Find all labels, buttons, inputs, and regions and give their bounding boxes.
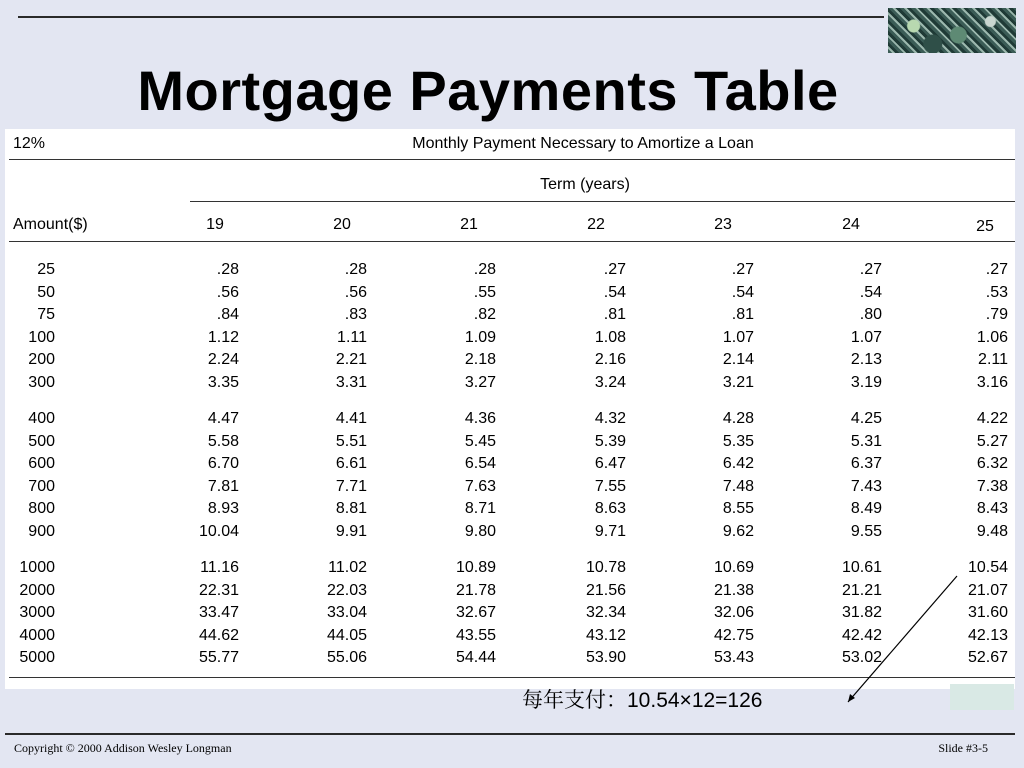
payment-cell: .54 [859, 283, 882, 301]
payment-cell: 3.35 [207, 373, 239, 391]
payment-cell: 10.04 [198, 522, 239, 540]
payment-cell: 9.48 [976, 522, 1008, 540]
amount-cell: 5000 [19, 649, 55, 666]
payment-cell: .84 [216, 306, 239, 323]
payment-cell: 1.09 [464, 328, 496, 346]
term-header-22: 22 [587, 216, 605, 233]
payment-cell: 4.22 [976, 410, 1008, 427]
amount-cell: 3000 [19, 604, 55, 621]
payment-cell: 7.63 [464, 477, 496, 495]
payment-cell: 21.38 [713, 581, 754, 599]
payment-cell: .82 [473, 306, 496, 323]
payment-cell: 4.47 [207, 410, 239, 427]
payment-cell: 3.19 [850, 373, 882, 391]
copyright-text: Copyright © 2000 Addison Wesley Longman [14, 741, 232, 755]
payment-cell: 7.38 [976, 477, 1008, 495]
payment-cell: 7.48 [722, 477, 754, 495]
payment-cell: 10.69 [713, 559, 754, 576]
payment-cell: 32.06 [713, 604, 754, 621]
amount-cell: 25 [37, 261, 55, 278]
payment-cell: .79 [985, 306, 1008, 323]
interest-rate-label: 12% [13, 135, 46, 152]
payment-cell: .28 [216, 261, 239, 278]
payment-cell: 5.45 [464, 432, 496, 450]
payment-cell: .81 [731, 306, 754, 323]
amount-cell: 600 [28, 455, 55, 472]
payment-cell: 33.47 [198, 604, 239, 621]
payment-cell: .81 [603, 306, 626, 323]
payment-cell: .56 [216, 283, 239, 301]
payment-cell: 6.61 [335, 455, 367, 472]
payment-cell: 10.78 [585, 559, 626, 576]
payment-cell: .54 [731, 283, 754, 301]
payment-cell: 5.27 [976, 432, 1008, 450]
term-header-23: 23 [714, 216, 732, 233]
payment-cell: 31.60 [967, 604, 1008, 621]
payment-cell: 8.71 [464, 500, 496, 517]
payment-cell: 52.67 [967, 649, 1008, 666]
payment-cell: 31.82 [841, 604, 882, 621]
payment-cell: 11.02 [328, 559, 367, 576]
payment-cell: 43.12 [585, 626, 626, 644]
payment-cell: 4.28 [722, 410, 754, 427]
payment-cell: 2.14 [722, 351, 754, 368]
payment-cell: 7.43 [850, 477, 882, 495]
amount-cell: 1000 [19, 559, 55, 576]
payment-cell: 9.62 [722, 522, 754, 540]
payment-cell: 1.07 [850, 328, 882, 346]
payment-cell: 10.54 [967, 559, 1008, 576]
slide-number: Slide #3-5 [938, 741, 988, 755]
payment-cell: 21.56 [585, 581, 626, 599]
payment-cell: 3.16 [976, 373, 1008, 391]
payment-cell: 3.31 [335, 373, 367, 391]
slide-title: Mortgage Payments Table [137, 59, 839, 122]
payment-cell: 44.62 [198, 626, 239, 644]
payment-cell: 3.27 [464, 373, 496, 391]
payment-cell: 9.80 [464, 522, 496, 540]
payment-cell: 43.55 [455, 626, 496, 644]
payment-cell: 1.12 [207, 328, 239, 346]
amount-cell: 75 [37, 306, 55, 323]
payment-cell: 3.24 [594, 373, 626, 391]
payment-cell: 8.81 [335, 500, 367, 517]
payment-cell: 6.70 [207, 455, 239, 472]
payment-cell: 6.47 [594, 455, 626, 472]
payment-cell: 9.71 [594, 522, 626, 540]
payment-cell: 32.67 [455, 604, 496, 621]
payment-cell: .28 [473, 261, 496, 278]
payment-cell: 7.81 [207, 477, 239, 495]
term-header-25: 25 [976, 218, 994, 235]
bottom-rule [5, 733, 1015, 735]
payment-cell: .27 [859, 261, 882, 278]
payment-cell: 2.11 [978, 351, 1008, 368]
payment-cell: 2.13 [850, 351, 882, 368]
payment-cell: 3.21 [722, 373, 754, 391]
amount-cell: 900 [28, 522, 55, 540]
payment-cell: 53.90 [585, 649, 626, 666]
payment-cell: 55.06 [326, 649, 367, 666]
payment-cell: 6.32 [976, 455, 1008, 472]
payment-cell: 42.75 [713, 626, 754, 644]
payment-cell: 2.18 [464, 351, 496, 368]
payment-cell: 42.13 [967, 626, 1008, 644]
payment-cell: 2.21 [335, 351, 367, 368]
amount-cell: 300 [28, 373, 55, 391]
payment-cell: 8.63 [594, 500, 626, 517]
payment-cell: .55 [473, 283, 496, 301]
payment-cell: 55.77 [198, 649, 239, 666]
payment-cell: 4.41 [335, 410, 367, 427]
payment-cell: 21.21 [841, 581, 882, 599]
amount-header: Amount($) [13, 216, 88, 233]
term-header-20: 20 [333, 216, 351, 233]
payment-cell: 21.78 [455, 581, 496, 599]
amount-cell: 700 [28, 477, 55, 495]
payment-cell: .27 [731, 261, 754, 278]
payment-cell: 6.37 [850, 455, 882, 472]
amount-cell: 4000 [19, 626, 55, 644]
payment-cell: 2.16 [594, 351, 626, 368]
amount-cell: 2000 [19, 581, 55, 599]
payment-cell: 22.03 [326, 581, 367, 599]
term-header-19: 19 [206, 216, 224, 233]
payment-cell: 9.55 [850, 522, 882, 540]
payment-cell: 5.51 [335, 432, 367, 450]
arrow-line [848, 576, 957, 702]
payment-cell: 22.31 [198, 581, 239, 599]
annotation-note: 每年支付：10.54×12=126 [522, 689, 763, 712]
payment-cell: 8.43 [976, 500, 1008, 517]
amount-cell: 50 [37, 283, 55, 301]
payment-cell: 1.11 [337, 328, 367, 346]
payment-cell: 1.06 [976, 328, 1008, 346]
payment-cell: 8.55 [722, 500, 754, 517]
payment-cell: 53.43 [713, 649, 754, 666]
amount-cell: 400 [28, 410, 55, 427]
payment-cell: .83 [344, 306, 367, 323]
payment-cell: 5.31 [850, 432, 882, 450]
payment-cell: 11.16 [200, 559, 239, 576]
payment-cell: 10.61 [841, 559, 882, 576]
payment-cell: 2.24 [207, 351, 239, 368]
payment-cell: 6.54 [464, 455, 496, 472]
payment-cell: 5.39 [594, 432, 626, 450]
payment-cell: 10.89 [455, 559, 496, 576]
payment-cell: 7.55 [594, 477, 626, 495]
term-header: Term (years) [540, 176, 630, 193]
payment-cell: 8.93 [207, 500, 239, 517]
payment-cell: 44.05 [326, 626, 367, 644]
payment-cell: 4.25 [850, 410, 882, 427]
amount-cell: 800 [28, 500, 55, 517]
payment-cell: 53.02 [841, 649, 882, 666]
payment-cell: 5.35 [722, 432, 754, 450]
payment-cell: 32.34 [585, 604, 626, 621]
payment-cell: 6.42 [722, 455, 754, 472]
payment-cell: 5.58 [207, 432, 239, 450]
payment-cell: .28 [344, 261, 367, 278]
amount-cell: 200 [28, 351, 55, 368]
payment-cell: 42.42 [841, 626, 882, 644]
payment-cell: 4.36 [464, 410, 496, 427]
payment-cell: .27 [603, 261, 626, 278]
payment-cell: 54.44 [455, 649, 496, 666]
term-header-21: 21 [460, 216, 478, 233]
payment-cell: 8.49 [850, 500, 882, 517]
payment-cell: 7.71 [335, 477, 367, 495]
term-header-24: 24 [842, 216, 860, 233]
payment-cell: 4.32 [594, 410, 626, 427]
payment-cell: .80 [859, 306, 882, 323]
payment-cell: .56 [344, 283, 367, 301]
payment-cell: 9.91 [335, 522, 367, 540]
payment-cell: 33.04 [326, 604, 367, 621]
payment-cell: .53 [985, 283, 1008, 301]
amount-cell: 100 [28, 328, 55, 346]
payment-cell: 1.08 [594, 328, 626, 346]
payment-cell: 21.07 [967, 581, 1008, 599]
table-caption: Monthly Payment Necessary to Amortize a Loan [412, 135, 754, 152]
payment-cell: .54 [603, 283, 626, 301]
payment-cell: 1.07 [722, 328, 754, 346]
payment-cell: .27 [985, 261, 1008, 278]
amount-cell: 500 [28, 432, 55, 450]
